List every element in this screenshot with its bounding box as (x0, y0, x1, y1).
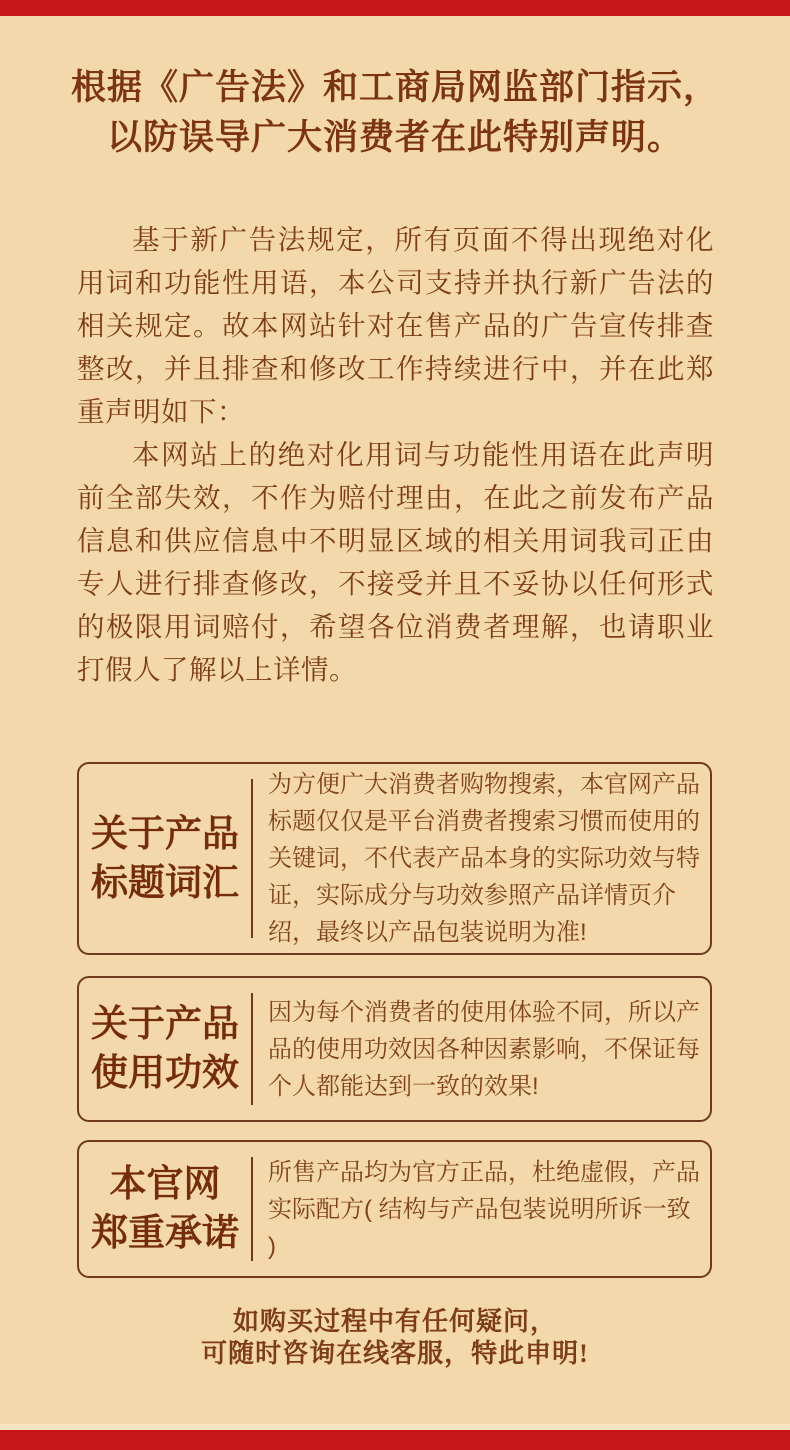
notice-title (79, 764, 251, 953)
notice-box-official-promise (77, 1140, 712, 1278)
notice-title (79, 1142, 251, 1276)
statement-paragraph-1: 基于新广告法规定，所有页面不得出现绝对化用词和功能性用语，本公司支持并执行新广告法的相关规定。故本网站针对在售产品的广告宣传排查整改，并且排查和修改工作持续进行中，并在此郑重声明如下： (77, 224, 714, 427)
bottom-red-band (0, 1430, 790, 1450)
footer-note (0, 1306, 790, 1370)
notice-list (77, 762, 712, 1278)
notice-title-line1: 本官网 (109, 1164, 221, 1205)
footer-line1: 如购买过程中有任何疑问， (232, 1307, 557, 1336)
notice-body: 为方便广大消费者购物搜索，本官网产品标题仅仅是平台消费者搜索习惯而使用的关键词，不代表产品本身的实际功效与特证，实际成分与功效参照产品详情页介绍，最终以产品包装说明为准! (268, 771, 700, 946)
page-title-line1: 根据《广告法》和工商局网监部门指示， (70, 68, 719, 107)
notice-box-product-title-keywords (77, 762, 712, 955)
notice-title (79, 978, 251, 1120)
notice-box-product-effect (77, 976, 712, 1122)
page-title (60, 63, 730, 163)
notice-title-line1: 关于产品 (91, 1004, 239, 1045)
notice-title-line2: 标题词汇 (91, 862, 239, 904)
page-title-line2: 以防误导广大消费者在此特别声明。 (106, 118, 683, 157)
notice-title-line1: 关于产品 (91, 813, 239, 855)
top-red-band (0, 0, 790, 16)
notice-body: 因为每个消费者的使用体验不同，所以产品的使用功效因各种因素影响，不保证每个人都能达到一致的效果! (268, 998, 700, 1100)
notice-title-line2: 郑重承诺 (91, 1213, 239, 1254)
notice-body: 所售产品均为官方正品，杜绝虚假，产品实际配方( 结构与产品包装说明所诉一致 ) (268, 1158, 700, 1260)
notice-title-line2: 使用功效 (91, 1053, 239, 1094)
statement-paragraph-2: 本网站上的绝对化用词与功能性用语在此声明前全部失效，不作为赔付理由，在此之前发布产品信息和供应信息中不明显区域的相关用词我司正由专人进行排查修改，不接受并且不妥协以任何形式的极限用词赔付，希望各位消费者理解，也请职业打假人了解以上详情。 (77, 439, 714, 685)
footer-line2: 可随时咨询在线客服，特此申明! (201, 1339, 589, 1368)
